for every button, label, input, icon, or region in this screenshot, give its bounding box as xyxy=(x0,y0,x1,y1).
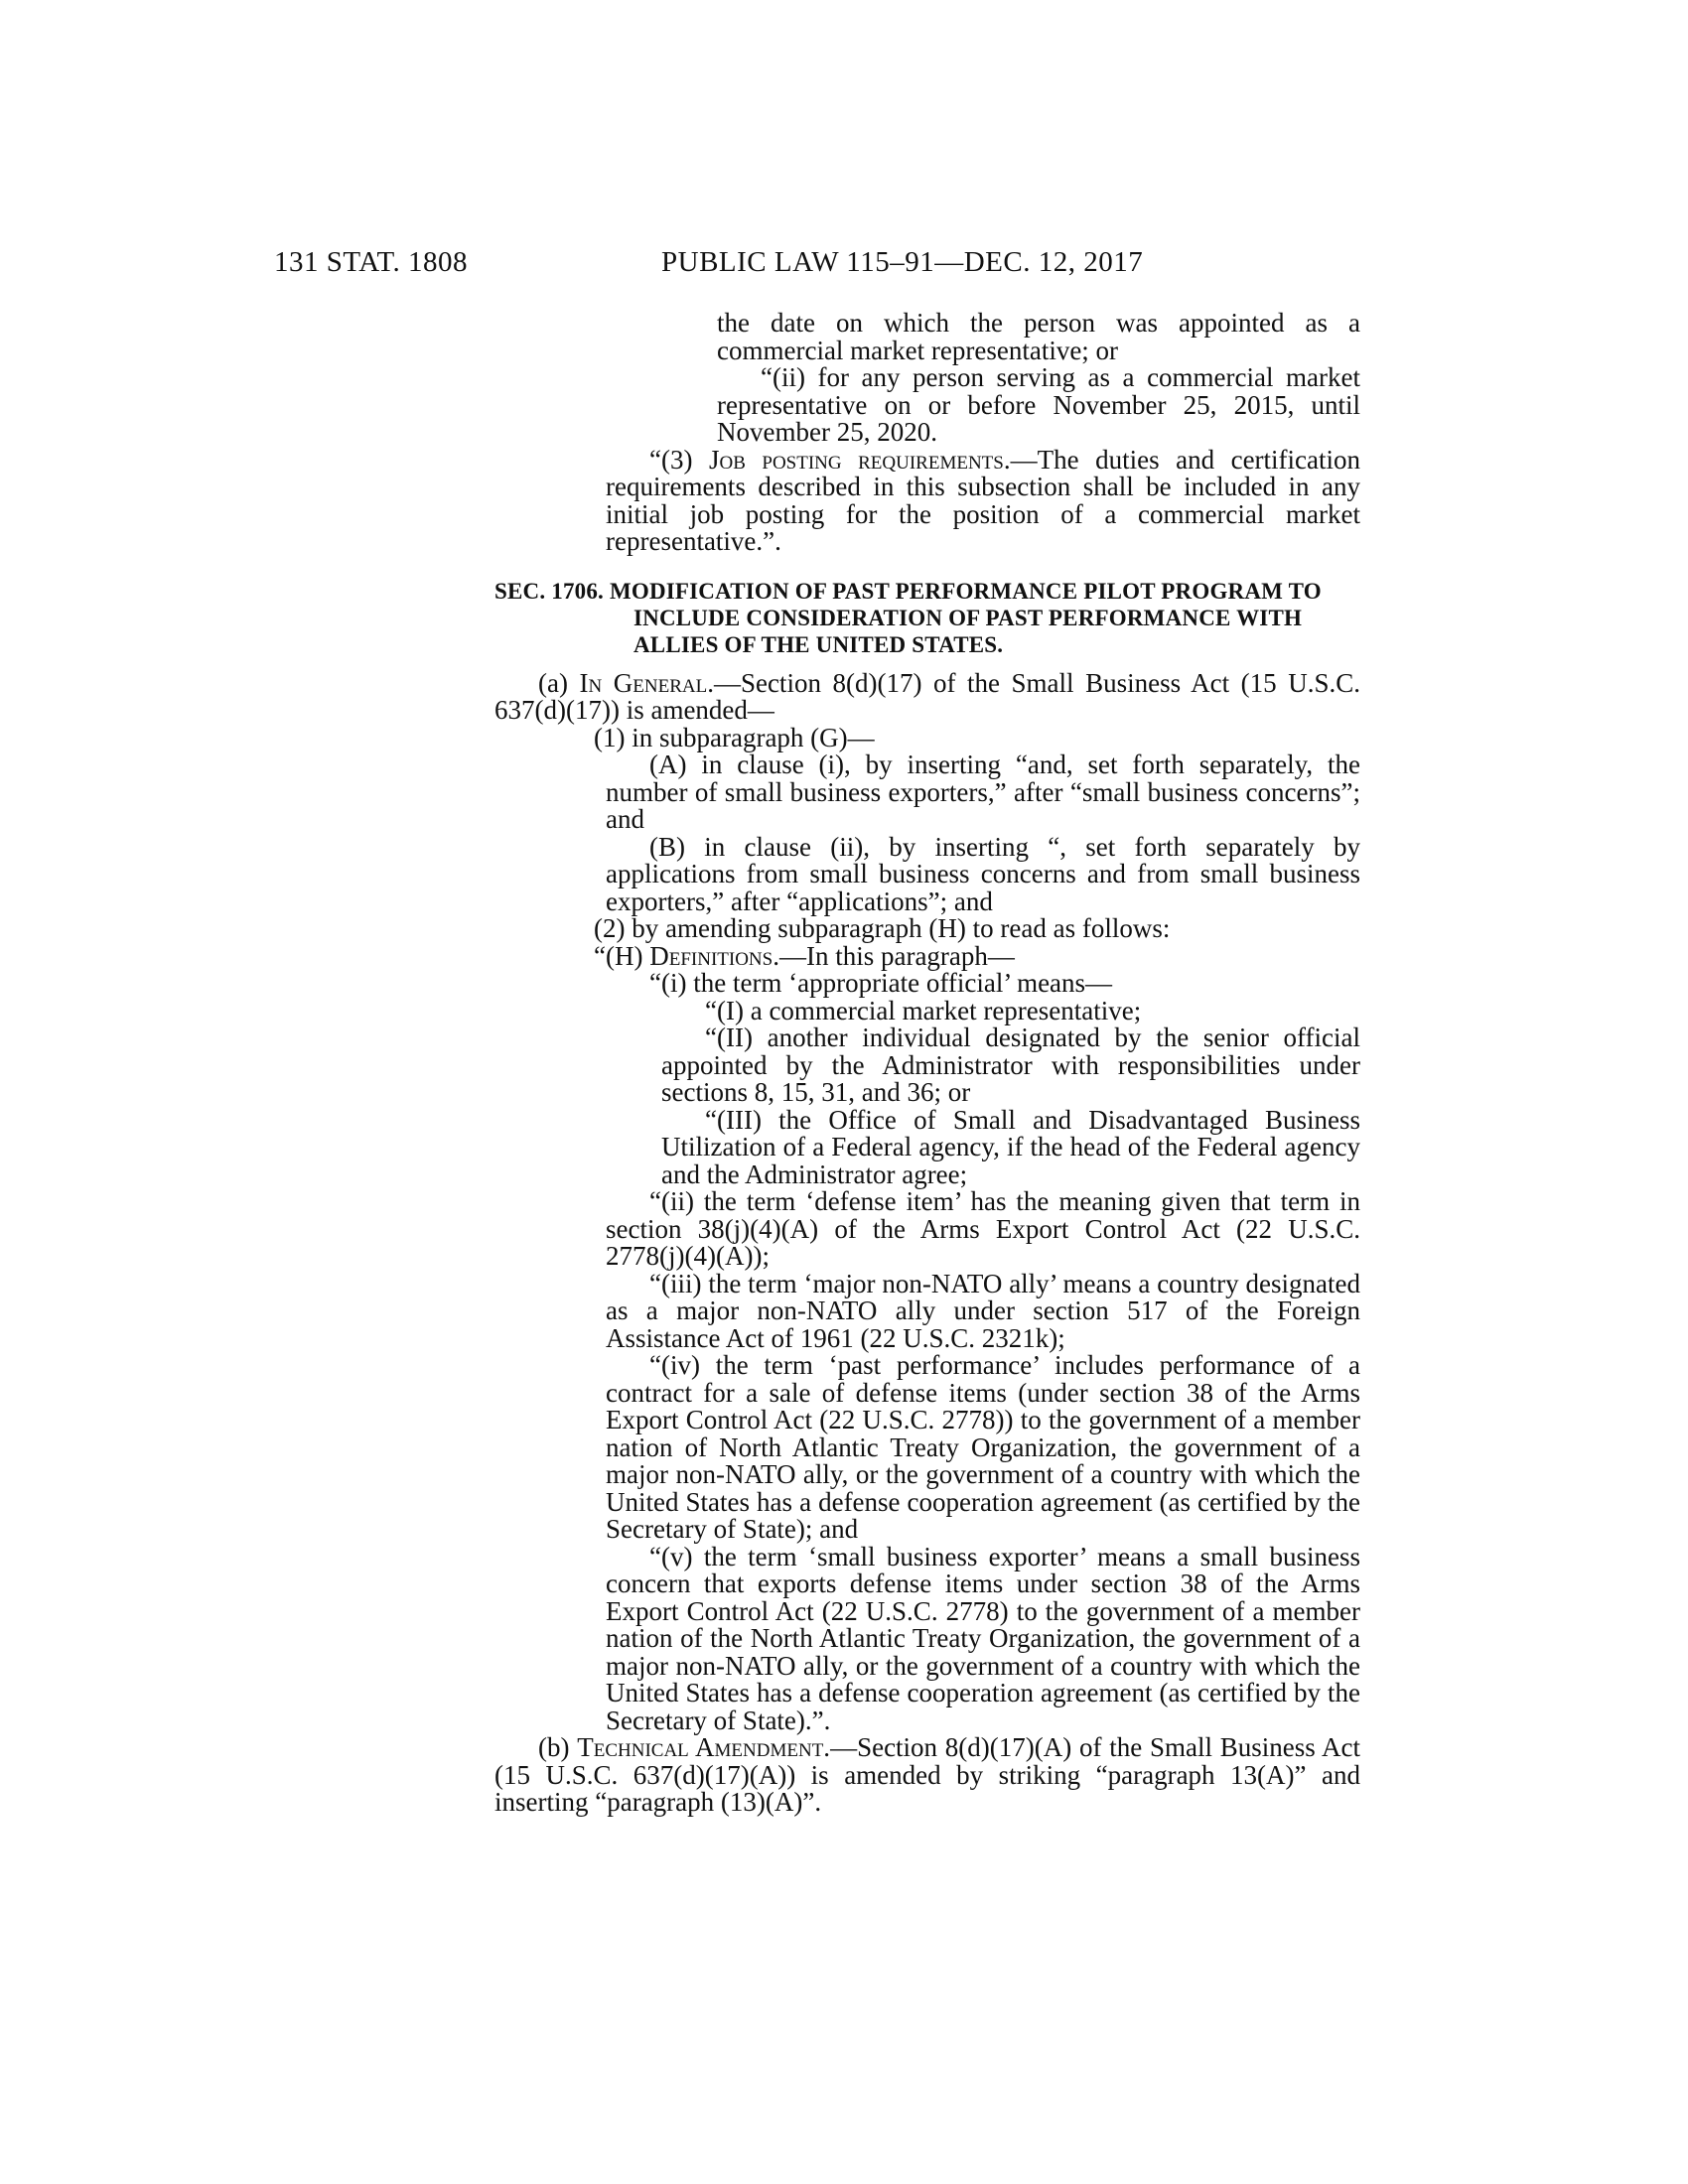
definition-i-II: “(II) another individual designated by the senior official appointed by the Administrator with responsibilities under sections 8, 15, 31, and 36; or xyxy=(661,1023,1360,1107)
paragraph-a1: (1) in subparagraph (G)— xyxy=(594,722,875,752)
paragraph-3-lead: “(3) xyxy=(649,444,709,475)
public-law-title: PUBLIC LAW 115–91—DEC. 12, 2017 xyxy=(661,246,1144,278)
section-heading: SEC. 1706. MODIFICATION OF PAST PERFORMANCE PILOT PROGRAM TO INCLUDE CONSIDERATION OF PAST PERFORMANCE WITH ALLIES OF THE UNITED STATES. xyxy=(494,578,1322,657)
definition-iii: “(iii) the term ‘major non-NATO ally’ means a country designated as a major non-NATO ally under section 517 of the Foreign Assistance Act of 1961 (22 U.S.C. 2321k); xyxy=(606,1268,1360,1353)
subsection-a-text: —Section 8(d)(17) of the Small Business Act (15 U.S.C. 637(d)(17)) is amended— xyxy=(494,667,1360,725)
subparagraph-H-lead: “(H) xyxy=(594,940,650,971)
subsection-a xyxy=(494,667,1360,725)
subparagraph-H xyxy=(494,940,1360,971)
subsection-b xyxy=(494,1734,1360,1817)
subparagraph-a1A: (A) in clause (i), by inserting “and, set forth separately, the number of small business exporters,” after “small business concerns”; and xyxy=(606,750,1360,834)
definition-i-I: “(I) a commercial market representative; xyxy=(705,995,1142,1025)
definition-i: “(i) the term ‘appropriate official’ means— xyxy=(649,968,1113,998)
subparagraph-H-text: —In this paragraph— xyxy=(778,940,1015,971)
definition-v: “(v) the term ‘small business exporter’ means a small business concern that exports defense items under section 38 of the Arms Export Control Act (22 U.S.C. 2778) to the government of a member nation of the North Atlantic Treaty Organization, the government of a major non-NATO ally, or the government of a country with which the United States has a defense cooperation agreement (as certified by the Secretary of State).”. xyxy=(606,1541,1360,1735)
definition-i-III: “(III) the Office of Small and Disadvantaged Business Utilization of a Federal agency, if the head of the Federal agency and the Administrator agree; xyxy=(661,1104,1360,1189)
definition-iv: “(iv) the term ‘past performance’ includes performance of a contract for a sale of defense items (under section 38 of the Arms Export Control Act (22 U.S.C. 2778)) to the government of a member nation of North Atlantic Treaty Organization, the government of a major non-NATO ally, or the government of a country with which the United States has a defense cooperation agreement (as certified by the Secretary of State); and xyxy=(606,1350,1360,1544)
document-body xyxy=(494,310,1360,1817)
subsection-a-lead: (a) xyxy=(538,667,580,698)
subsection-b-text: —Section 8(d)(17)(A) of the Small Business Act (15 U.S.C. 637(d)(17)(A)) is amended by striking “paragraph 13(A)” and inserting “paragraph (13)(A)”. xyxy=(494,1732,1360,1817)
paragraph-3-heading: Job posting requirements. xyxy=(708,444,1011,475)
definition-ii: “(ii) the term ‘defense item’ has the meaning given that term in section 38(j)(4)(A) of the Arms Export Control Act (22 U.S.C. 2778(j)(4)(A)); xyxy=(606,1186,1360,1271)
paragraph-a2: (2) by amending subparagraph (H) to read as follows: xyxy=(594,913,1171,943)
subparagraph-a1B: (B) in clause (ii), by inserting “, set forth separately by applications from small business concerns and from small business exporters,” after “applications”; and xyxy=(606,831,1360,916)
stat-reference: 131 STAT. 1808 xyxy=(274,246,469,278)
clause-ii: “(ii) for any person serving as a commercial market representative on or before November 25, 2015, until November 25, 2020. xyxy=(717,362,1360,447)
subsection-b-heading: Technical Amendment. xyxy=(577,1732,831,1762)
paragraph-3 xyxy=(494,444,1361,556)
page-header xyxy=(274,246,1366,286)
subsection-b-lead: (b) xyxy=(538,1732,578,1762)
continued-clause-text: the date on which the person was appointed as a commercial market representative; or xyxy=(717,308,1360,365)
subsection-a-heading: In General. xyxy=(579,667,714,698)
subparagraph-H-heading: Definitions. xyxy=(649,940,779,971)
paragraph-3-text: —The duties and certification requirements described in this subsection shall be included in any initial job posting for the position of a commercial market representative.”. xyxy=(606,444,1361,556)
